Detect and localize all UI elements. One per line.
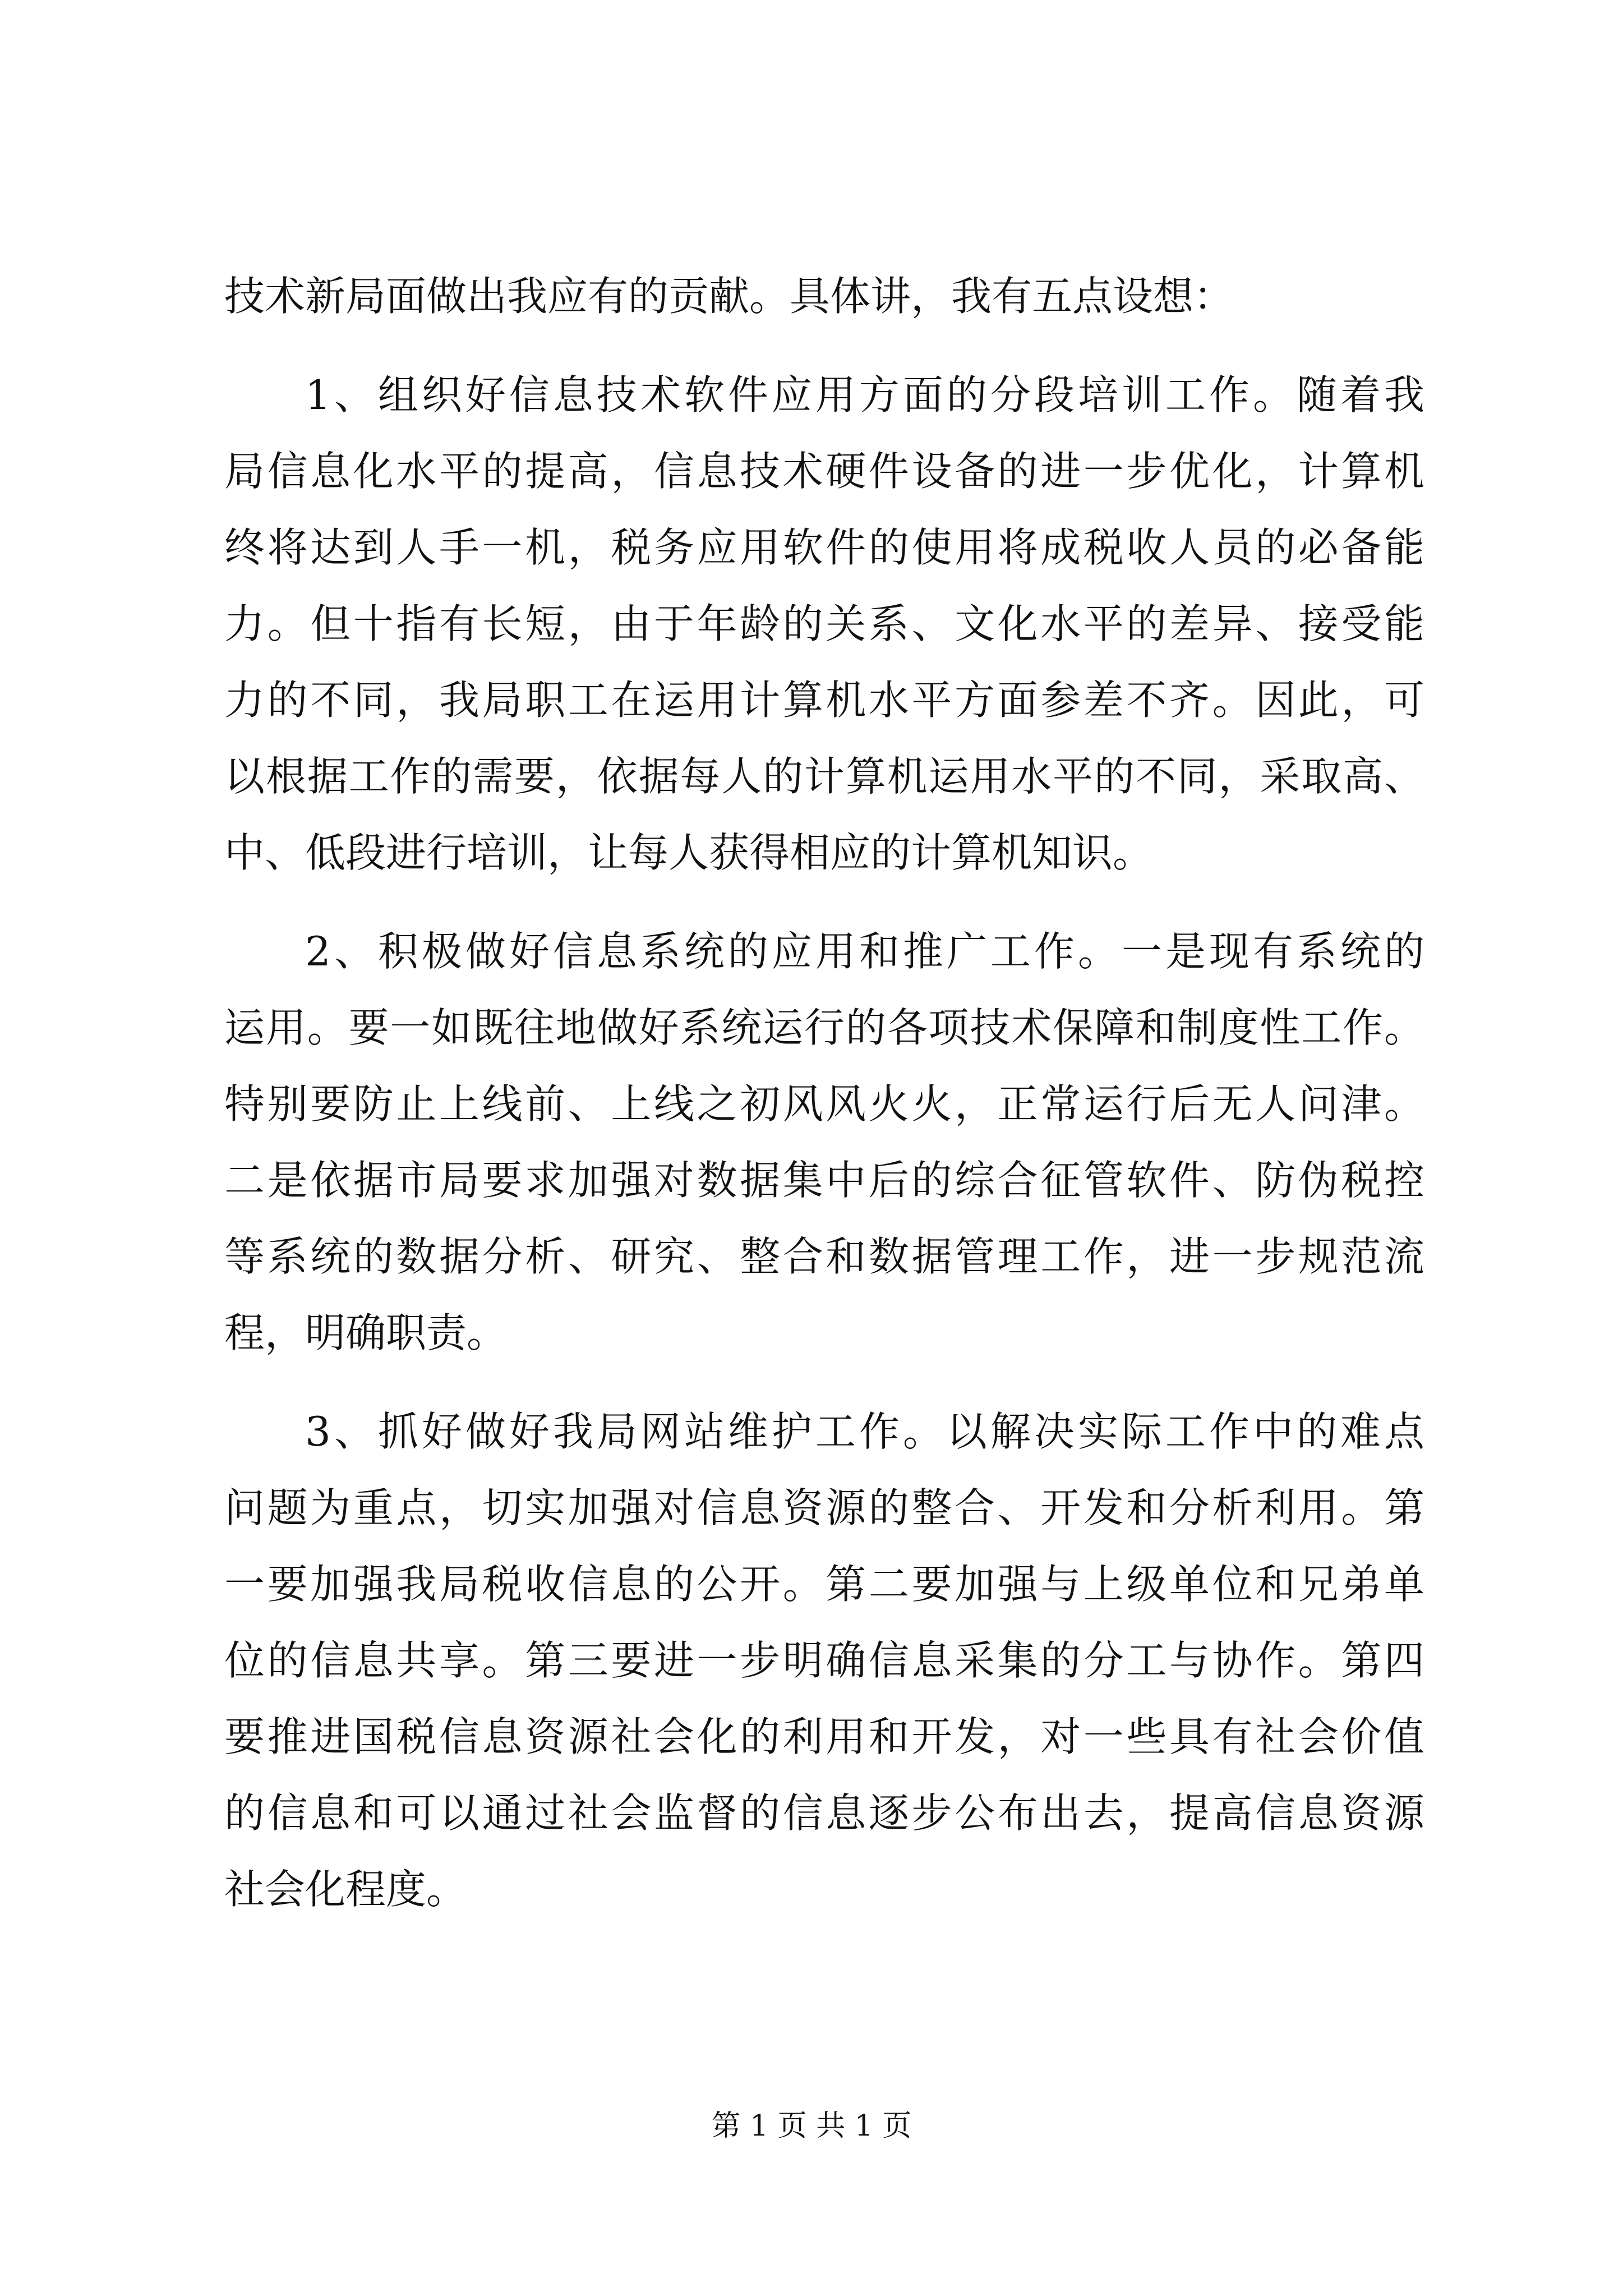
text-line: 运用。要一如既往地做好系统运行的各项技术保障和制度性工作。 — [224, 1004, 1424, 1051]
text-line: 程，明确职责。 — [224, 1309, 508, 1356]
text-line: 以根据工作的需要，依据每人的计算机运用水平的不同，采取高、 — [224, 753, 1424, 800]
page-number-footer: 第 1 页 共 1 页 — [711, 2109, 912, 2143]
text-line: 技术新局面做出我应有的贡献。具体讲，我有五点设想： — [224, 273, 1234, 320]
text-line: 社会化程度。 — [224, 1866, 467, 1913]
paragraph-gap — [224, 1371, 1424, 1393]
text-line: 3、抓好做好我局网站维护工作。以解决实际工作中的难点 — [305, 1408, 1424, 1455]
text-line: 二是依据市局要求加强对数据集中后的综合征管软件、防伪税控 — [224, 1157, 1424, 1204]
text-line: 中、低段进行培训，让每人获得相应的计算机知识。 — [224, 829, 1154, 876]
paragraph-gap — [224, 891, 1424, 913]
text-line: 等系统的数据分析、研究、整合和数据管理工作，进一步规范流 — [224, 1233, 1424, 1280]
text-line: 位的信息共享。第三要进一步明确信息采集的分工与协作。第四 — [224, 1637, 1424, 1684]
text-line: 力。但十指有长短，由于年龄的关系、文化水平的差异、接受能 — [224, 600, 1424, 647]
paragraph-gap — [224, 334, 1424, 357]
text-line: 特别要防止上线前、上线之初风风火火，正常运行后无人问津。 — [224, 1080, 1424, 1128]
text-line: 问题为重点，切实加强对信息资源的整合、开发和分析利用。第 — [224, 1484, 1424, 1531]
text-line: 要推进国税信息资源社会化的利用和开发，对一些具有社会价值 — [224, 1713, 1424, 1760]
text-line: 局信息化水平的提高，信息技术硬件设备的进一步优化，计算机 — [224, 448, 1424, 495]
text-line: 的信息和可以通过社会监督的信息逐步公布出去，提高信息资源 — [224, 1789, 1424, 1837]
text-line: 1、组织好信息技术软件应用方面的分段培训工作。随着我 — [305, 371, 1424, 418]
document-body — [224, 258, 1424, 1927]
text-line: 2、积极做好信息系统的应用和推广工作。一是现有系统的 — [305, 928, 1424, 975]
text-line: 力的不同，我局职工在运用计算机水平方面参差不齐。因此，可 — [224, 677, 1424, 724]
text-line: 终将达到人手一机，税务应用软件的使用将成税收人员的必备能 — [224, 524, 1424, 571]
text-line: 一要加强我局税收信息的公开。第二要加强与上级单位和兄弟单 — [224, 1561, 1424, 1608]
